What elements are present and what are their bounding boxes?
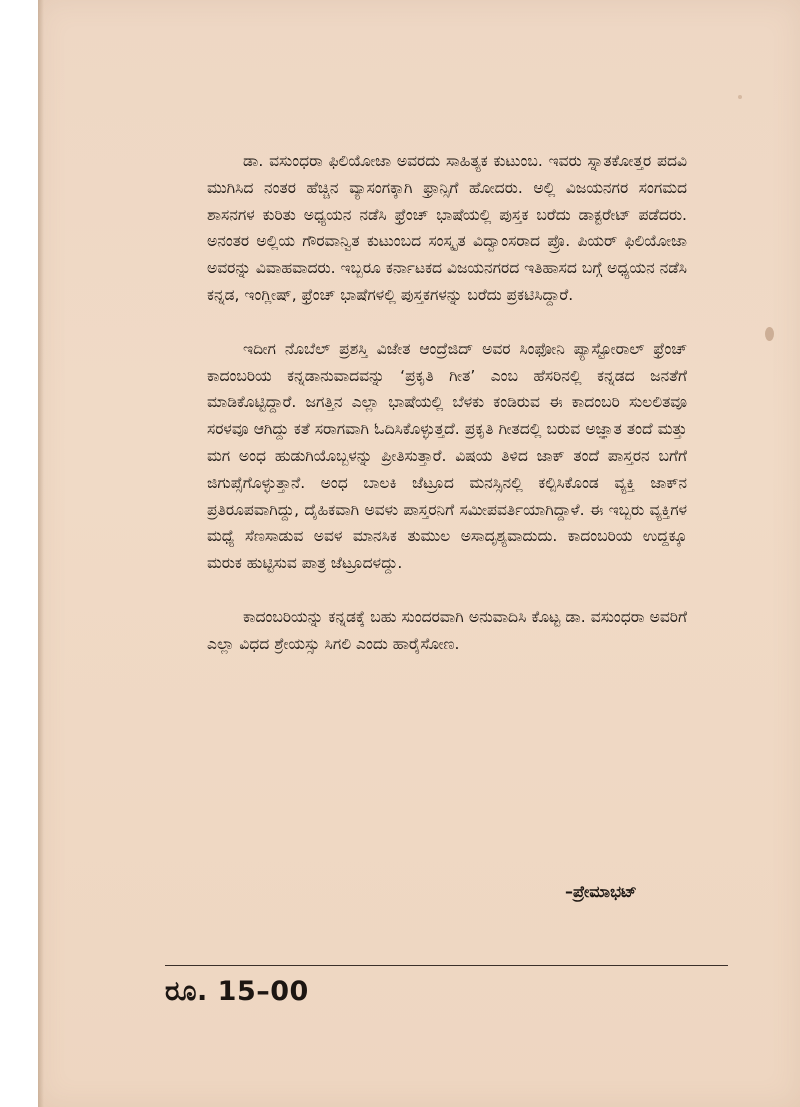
paper-stain (738, 95, 742, 99)
paper-stain (765, 327, 774, 341)
paragraph-closing-wishes: ಕಾದಂಬರಿಯನ್ನು ಕನ್ನಡಕ್ಕೆ ಬಹು ಸುಂದರವಾಗಿ ಅನುವಾದಿಸಿ ಕೊಟ್ಟ ಡಾ. ವಸುಂಧರಾ ಅವರಿಗೆ ಎಲ್ಲಾ ವಿಧದ ಶ್ರೇಯಸ್ಸು ಸಿಗಲಿ ಎಂದು ಹಾರೈಸೋಣ. (207, 607, 687, 653)
price-label: ರೂ. 15–00 (165, 976, 309, 1007)
paragraph-novel-summary: ಇದೀಗ ನೊಬೆಲ್ ಪ್ರಶಸ್ತಿ ವಿಜೇತ ಆಂದ್ರೆಜಿದ್ ಅವರ ಸಿಂಫೋನಿ ಪ್ಯಾಸ್ಟೋರಾಲ್ ಫ್ರೆಂಚ್ ಕಾದಂಬರಿಯ ಕನ್ನಡಾನುವಾದವನ್ನು ‘ಪ್ರಕೃತಿ ಗೀತ’ ಎಂಬ ಹೆಸರಿನಲ್ಲಿ ಕನ್ನಡದ ಜನತೆಗೆ ಮಾಡಿಕೊಟ್ಟಿದ್ದಾರೆ. ಜಗತ್ತಿನ ಎಲ್ಲಾ ಭಾಷೆಯಲ್ಲಿ ಬೆಳಕು ಕಂಡಿರುವ ಈ ಕಾದಂಬರಿ ಸುಲಲಿತವೂ ಸರಳವೂ ಆಗಿದ್ದು ಕತೆ ಸರಾಗವಾಗಿ ಓದಿಸಿಕೊಳ್ಳುತ್ತದೆ. ಪ್ರಕೃತಿ ಗೀತದಲ್ಲಿ ಬರುವ ಅಜ್ಞಾತ ತಂದೆ ಮತ್ತು ಮಗ ಅಂಧ ಹುಡುಗಿಯೊಬ್ಬಳನ್ನು ಪ್ರೀತಿಸುತ್ತಾರೆ. ವಿಷಯ ತಿಳಿದ ಜಾಕ್ ತಂದೆ ಪಾಸ್ತರನ ಬಗೆಗೆ ಜಿಗುಪ್ಸೆಗೊಳ್ಳುತ್ತಾನೆ. ಅಂಧ ಬಾಲಕಿ ಜೆಟ್ರೂದ ಮನಸ್ಸಿನಲ್ಲಿ ಕಲ್ಪಿಸಿಕೊಂಡ ವ್ಯಕ್ತಿ ಜಾಕ್‌ನ ಪ್ರತಿರೂಪವಾಗಿದ್ದು, ದೈಹಿಕವಾಗಿ ಅವಳು ಪಾಸ್ತರನಿಗೆ ಸಮೀಪವರ್ತಿಯಾಗಿದ್ದಾಳೆ. ಈ ಇಬ್ಬರು ವ್ಯಕ್ತಿಗಳ ಮಧ್ಯೆ ಸೆಣಸಾಡುವ ಅವಳ ಮಾನಸಿಕ ತುಮುಲ ಅಸಾದೃಶ್ಯವಾದುದು. ಕಾದಂಬರಿಯ ಉದ್ದಕ್ಕೂ ಮರುಕ ಹುಟ್ಟಿಸುವ ಪಾತ್ರ ಜೆಟ್ರೂದಳದ್ದು. (207, 339, 687, 573)
footer-divider (165, 965, 728, 966)
signature: –ಪ್ರೇಮಾಭಟ್ (565, 882, 637, 901)
book-description (207, 148, 687, 685)
paragraph-author-bio: ಡಾ. ವಸುಂಧರಾ ಫಿಲಿಯೋಜಾ ಅವರದು ಸಾಹಿತ್ಯಕ ಕುಟುಂಬ. ಇವರು ಸ್ನಾತಕೋತ್ತರ ಪದವಿ ಮುಗಿಸಿದ ನಂತರ ಹೆಚ್ಚಿನ ವ್ಯಾಸಂಗಕ್ಕಾಗಿ ಫ್ರಾನ್ಸಿಗೆ ಹೋದರು. ಅಲ್ಲಿ ವಿಜಯನಗರ ಸಂಗಮದ ಶಾಸನಗಳ ಕುರಿತು ಅಧ್ಯಯನ ನಡೆಸಿ ಫ್ರೆಂಚ್ ಭಾಷೆಯಲ್ಲಿ ಪುಸ್ತಕ ಬರೆದು ಡಾಕ್ಟರೇಟ್ ಪಡೆದರು. ಅನಂತರ ಅಲ್ಲಿಯ ಗೌರವಾನ್ವಿತ ಕುಟುಂಬದ ಸಂಸ್ಕೃತ ವಿದ್ವಾಂಸರಾದ ಪ್ರೊ. ಪಿಯರ್ ಫಿಲಿಯೋಜಾ ಅವರನ್ನು ವಿವಾಹವಾದರು. ಇಬ್ಬರೂ ಕರ್ನಾಟಕದ ವಿಜಯನಗರದ ಇತಿಹಾಸದ ಬಗ್ಗೆ ಅಧ್ಯಯನ ನಡೆಸಿ ಕನ್ನಡ, ಇಂಗ್ಲೀಷ್, ಫ್ರೆಂಚ್ ಭಾಷೆಗಳಲ್ಲಿ ಪುಸ್ತಕಗಳನ್ನು ಬರೆದು ಪ್ರಕಟಿಸಿದ್ದಾರೆ. (207, 152, 687, 304)
